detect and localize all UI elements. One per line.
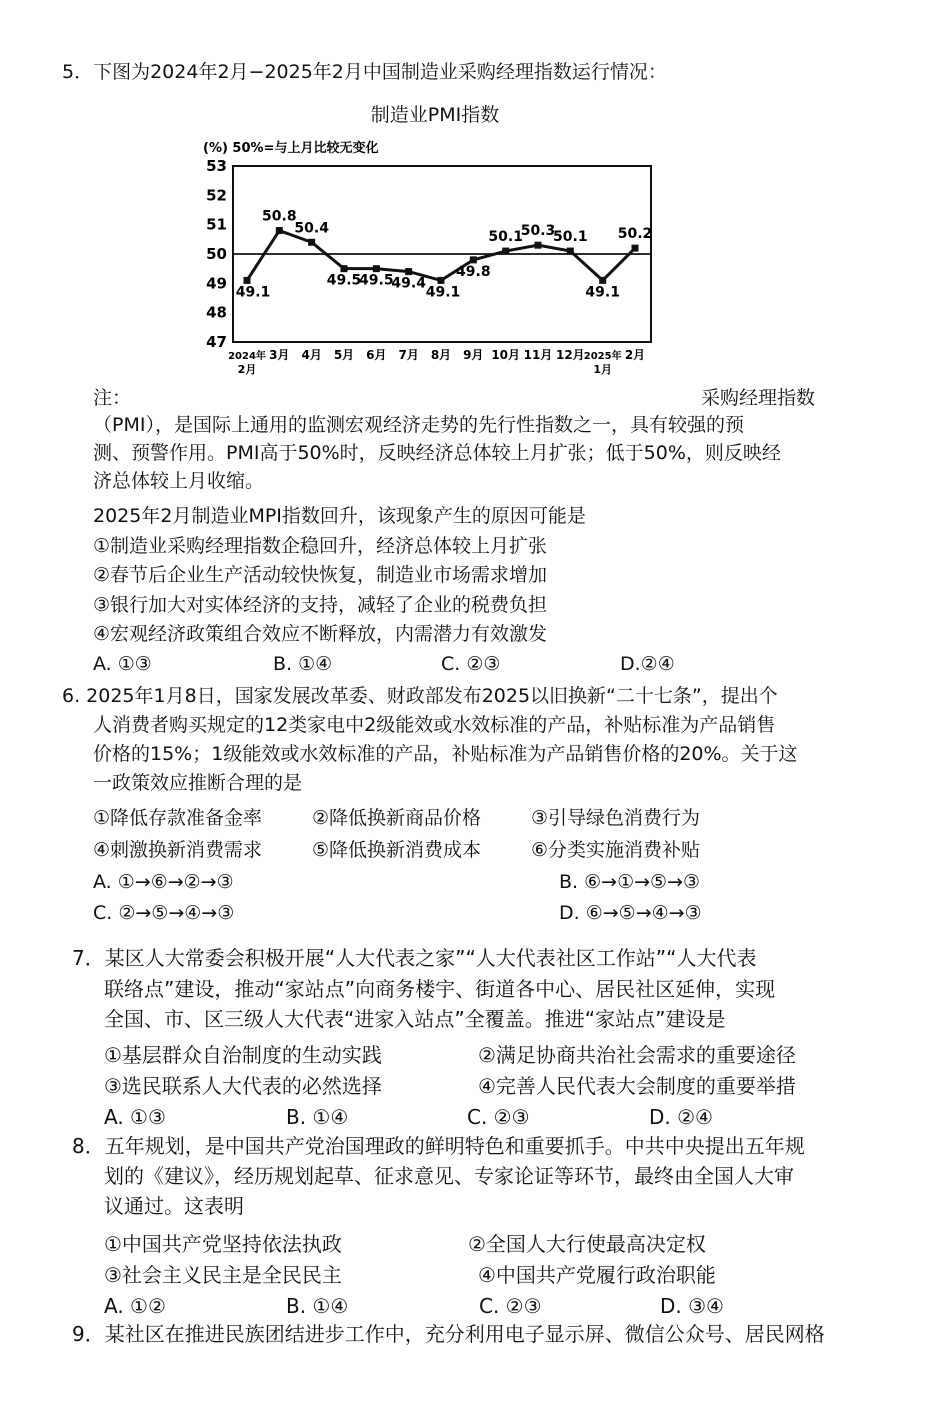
q5-note-line-3: 济总体较上月收缩。 [93, 470, 265, 492]
q6-item-1: ①降低存款准备金率 [93, 807, 263, 829]
q5-item-4: ④宏观经济政策组合效应不断释放，内需潜力有效激发 [93, 623, 548, 645]
chart-header: (%) 50%=与上月比较无变化 [203, 141, 379, 156]
q6-option-a: A. ①→⑥→②→③ [93, 871, 234, 893]
y-tick-label: 48 [206, 303, 227, 322]
x-tick-label: 5月 [333, 348, 355, 362]
q5-note-line-1: （PMI），是国际上通用的监测宏观经济走势的先行性指数之一，具有较强的预 [93, 414, 744, 436]
data-point [308, 239, 315, 246]
q5-note-term: 采购经理指数 [701, 387, 816, 409]
q5-item-2: ②春节后企业生产活动较快恢复，制造业市场需求增加 [93, 564, 548, 586]
data-label: 50.1 [553, 229, 588, 246]
q7-option-d: D. ②④ [649, 1105, 713, 1129]
q6-option-c: C. ②→⑤→④→③ [93, 902, 235, 924]
data-label: 49.1 [425, 284, 461, 301]
q8-item-2: ②全国人大行使最高决定权 [468, 1232, 706, 1256]
q8-option-b: B. ①④ [286, 1294, 349, 1318]
q5-option-b: B. ①④ [273, 653, 333, 675]
q7-line-1: 7．某区人大常委会积极开展“人大代表之家”“人大代表社区工作站”“人大代表 [72, 946, 757, 970]
x-tick-label: 4月 [301, 348, 322, 362]
q8-option-c: C. ②③ [479, 1294, 542, 1318]
q8-item-1: ①中国共产党坚持依法执政 [104, 1232, 342, 1256]
q5-note-label: 注： [93, 387, 132, 409]
q5-option-c: C. ②③ [441, 653, 501, 675]
x-tick-label: 7月 [398, 348, 419, 362]
q5-note-line-2: 测、预警作用。PMI高于50%时，反映经济总体较上月扩张；低于50%，则反映经 [93, 442, 781, 464]
x-tick-sublabel: 2月 [237, 363, 257, 376]
chart-title: 制造业PMI指数 [370, 104, 500, 126]
data-label: 50.8 [262, 208, 297, 225]
x-tick-label: 2025年 [583, 351, 622, 362]
x-tick-label: 9月 [463, 348, 484, 362]
y-axis-ticks [206, 157, 227, 351]
q5-question: 2025年2月制造业MPI指数回升，该现象产生的原因可能是 [93, 505, 586, 527]
q5-option-d: D.②④ [620, 653, 675, 675]
q5-item-1: ①制造业采购经理指数企稳回升，经济总体较上月扩张 [93, 535, 548, 557]
q7-item-1: ①基层群众自治制度的生动实践 [104, 1043, 382, 1067]
data-point [276, 227, 283, 234]
q6-item-2: ②降低换新商品价格 [312, 807, 482, 829]
x-axis-ticks [228, 348, 645, 376]
x-tick-label: 2024年 [228, 351, 266, 362]
data-point [599, 277, 606, 284]
data-point [373, 265, 380, 272]
data-point [632, 245, 639, 252]
q8-line-1: 8．五年规划，是中国共产党治国理政的鲜明特色和重要抓手。中共中央提出五年规 [72, 1134, 805, 1158]
data-label: 50.3 [520, 223, 556, 240]
q7-item-2: ②满足协商共治社会需求的重要途径 [478, 1043, 796, 1067]
data-label: 49.5 [359, 272, 394, 289]
x-tick-label: 10月 [491, 348, 521, 362]
q5-item-3: ③银行加大对实体经济的支持，减轻了企业的税费负担 [93, 594, 548, 616]
x-tick-label: 2月 [624, 348, 646, 362]
q7-option-a: A. ①③ [104, 1105, 166, 1129]
data-label: 49.1 [585, 284, 620, 301]
q9-line-1: 9．某社区在推进民族团结进步工作中，充分利用电子显示屏、微信公众号、居民网格 [72, 1322, 825, 1346]
q8-option-d: D. ③④ [660, 1294, 724, 1318]
q7-item-4: ④完善人民代表大会制度的重要举措 [478, 1074, 796, 1098]
q6-item-4: ④刺激换新消费需求 [93, 839, 263, 861]
data-point [341, 265, 348, 272]
q7-line-2: 联络点”建设，推动“家站点”向商务楼宇、街道各中心、居民社区延伸，实现 [104, 977, 776, 1001]
q8-option-a: A. ①② [104, 1294, 166, 1318]
q7-line-3: 全国、市、区三级人大代表“进家入站点”全覆盖。推进“家站点”建设是 [104, 1007, 726, 1031]
x-tick-label: 6月 [366, 348, 387, 362]
q8-line-2: 划的《建议》，经历规划起草、征求意见、专家论证等环节，最终由全国人大审 [104, 1164, 794, 1188]
x-tick-label: 12月 [555, 348, 585, 362]
data-point [244, 277, 251, 284]
y-tick-label: 49 [206, 274, 227, 293]
data-label: 49.5 [326, 272, 362, 289]
q6-option-b: B. ⑥→①→⑤→③ [559, 871, 701, 893]
data-label: 50.4 [294, 220, 329, 237]
q7-option-c: C. ②③ [467, 1105, 530, 1129]
y-tick-label: 47 [206, 333, 227, 351]
y-tick-label: 52 [206, 186, 227, 205]
y-tick-label: 53 [206, 157, 227, 175]
data-point [438, 277, 445, 284]
data-label: 49.4 [391, 275, 426, 292]
data-point [405, 268, 412, 275]
data-point [502, 248, 509, 255]
q6-item-6: ⑥分类实施消费补贴 [531, 839, 701, 861]
q5-option-a: A. ①③ [93, 653, 152, 675]
q7-option-b: B. ①④ [286, 1105, 349, 1129]
q6-line-2: 人消费者购买规定的12类家电中2级能效或水效标准的产品，补贴标准为产品销售 [93, 714, 776, 736]
x-tick-label: 3月 [269, 348, 290, 362]
y-tick-label: 50 [206, 245, 227, 263]
q6-option-d: D. ⑥→⑤→④→③ [559, 902, 702, 924]
q8-item-4: ④中国共产党履行政治职能 [478, 1263, 716, 1287]
q5-stem: 5．下图为2024年2月−2025年2月中国制造业采购经理指数运行情况： [62, 61, 667, 83]
y-tick-label: 51 [206, 215, 227, 234]
x-tick-sublabel: 1月 [593, 363, 612, 376]
q6-item-5: ⑤降低换新消费成本 [312, 839, 482, 861]
q6-item-3: ③引导绿色消费行为 [531, 807, 701, 829]
q6-line-1: 6. 2025年1月8日，国家发展改革委、财政部发布2025以旧换新“二十七条”，提出个 [62, 685, 778, 707]
q7-item-3: ③选民联系人大代表的必然选择 [104, 1074, 382, 1098]
q6-line-4: 一政策效应推断合理的是 [93, 772, 303, 794]
data-label: 49.8 [456, 263, 491, 280]
data-label: 50.1 [488, 229, 523, 246]
data-point [567, 248, 574, 255]
data-point [535, 242, 542, 249]
q6-line-3: 价格的15%；1级能效或水效标准的产品，补贴标准为产品销售价格的20%。关于这 [93, 743, 798, 765]
x-tick-label: 11月 [523, 348, 553, 362]
q8-item-3: ③社会主义民主是全民民主 [104, 1263, 342, 1287]
data-label: 50.2 [617, 226, 653, 243]
data-label: 49.1 [235, 284, 271, 301]
data-point [470, 256, 477, 263]
q8-line-3: 议通过。这表明 [104, 1194, 244, 1218]
chart-crop-edge [230, 379, 690, 389]
x-tick-label: 8月 [430, 348, 452, 362]
pmi-line-chart [195, 130, 665, 390]
